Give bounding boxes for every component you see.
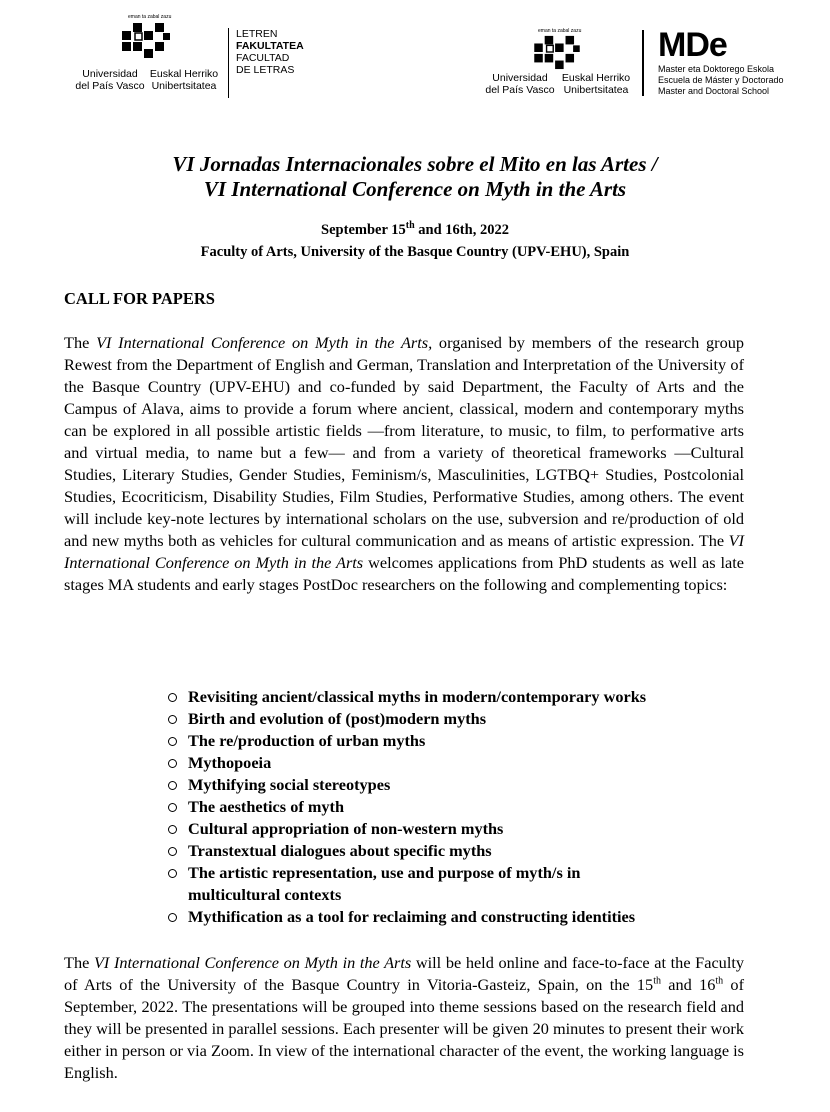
bullet-icon <box>168 847 177 856</box>
mde-wordmark: MDe <box>658 26 727 64</box>
university-seal-icon <box>120 21 172 59</box>
bullet-icon <box>168 715 177 724</box>
bullet-icon <box>168 913 177 922</box>
list-item: The artistic representation, use and purpose of myth/s in multicultural contexts <box>168 862 668 906</box>
conference-title <box>0 152 830 202</box>
bullet-icon <box>168 737 177 746</box>
bullet-icon <box>168 869 177 878</box>
title-line-es: VI Jornadas Internacionales sobre el Mito en las Artes / <box>172 152 658 176</box>
university-name-es: Universidad del País Vasco <box>485 72 555 96</box>
bullet-icon <box>168 825 177 834</box>
conference-venue: Faculty of Arts, University of the Basque Country (UPV-EHU), Spain <box>200 244 630 260</box>
title-line-en: VI International Conference on Myth in the Arts <box>203 177 627 201</box>
university-name-eu: Euskal Herriko Unibertsitatea <box>561 72 631 96</box>
list-item: Transtextual dialogues about specific myths <box>168 840 768 862</box>
list-item: Mythopoeia <box>168 752 768 774</box>
topics-list <box>168 686 768 928</box>
school-name: Master eta Doktorego Eskola Escuela de Máster y Doctorado Master and Doctoral School <box>658 64 784 96</box>
bullet-icon <box>168 693 177 702</box>
bullet-icon <box>168 781 177 790</box>
list-item: The re/production of urban myths <box>168 730 768 752</box>
section-heading: CALL FOR PAPERS <box>64 289 215 308</box>
intro-paragraph: The VI International Conference on Myth in the Arts, organised by members of the research group Rewest from the Department of English and German, Translation and Interpretation of the University of the Basque Country (UPV-EHU) and co-funded by said Department, the Faculty of Arts and the Campus of Alava, aims to provide a forum where ancient, classical, modern and contemporary myths can be explored in all possible artistic fields —from literature, to music, to film, to performative arts and virtual media, to name but a few— and from a variety of theoretical frameworks —Cultural Studies, Literary Studies, Gender Studies, Feminism/s, Masculinities, LGTBQ+ Studies, Postcolonial Studies, Ecocriticism, Disability Studies, Film Studies, Performative Studies, among others. The event will include key-note lectures by international scholars on the use, subversion and re/production of old and new myths both as vehicles for cultural communication and as means of artistic expression. The VI International Conference on Myth in the Arts welcomes applications from PhD students as well as late stages MA students and early stages PostDoc researchers on the following and complementing topics: <box>64 333 744 594</box>
university-name-es: Universidad del País Vasco <box>75 68 145 92</box>
list-item: Cultural appropriation of non-western myths <box>168 818 768 840</box>
faculty-name: LETREN FAKULTATEA FACULTAD DE LETRAS <box>236 28 304 76</box>
list-item: The aesthetics of myth <box>168 796 768 818</box>
seal-caption: eman ta zabal zazu <box>538 28 582 34</box>
venue-paragraph: The VI International Conference on Myth in the Arts will be held online and face-to-face at the Faculty of Arts of the University of the Basque Country in Vitoria-Gasteiz, Spain, on the 15th and 16th of September, 2022. The presentations will be grouped into theme sessions based on the research field and they will be presented in parallel sessions. Each presenter will be given 20 minutes to present their work either in person or via Zoom. In view of the international character of the event, the working language is English. <box>64 953 745 1082</box>
list-item: Mythifying social stereotypes <box>168 774 768 796</box>
bullet-icon <box>168 803 177 812</box>
list-item: Birth and evolution of (post)modern myths <box>168 708 768 730</box>
list-item: Mythification as a tool for reclaiming and constructing identities <box>168 906 768 928</box>
conference-date: September 15th and 16th, 2022 <box>321 220 509 238</box>
bullet-icon <box>168 759 177 768</box>
list-item: Revisiting ancient/classical myths in modern/contemporary works <box>168 686 768 708</box>
university-name-eu: Euskal Herriko Unibertsitatea <box>149 68 219 92</box>
university-seal-icon <box>532 34 582 70</box>
mde-school-logo <box>482 28 782 108</box>
logo-divider <box>228 28 229 98</box>
upv-ehu-letters-logo <box>68 14 338 104</box>
seal-caption: eman ta zabal zazu <box>128 14 172 20</box>
logo-divider <box>642 30 644 96</box>
